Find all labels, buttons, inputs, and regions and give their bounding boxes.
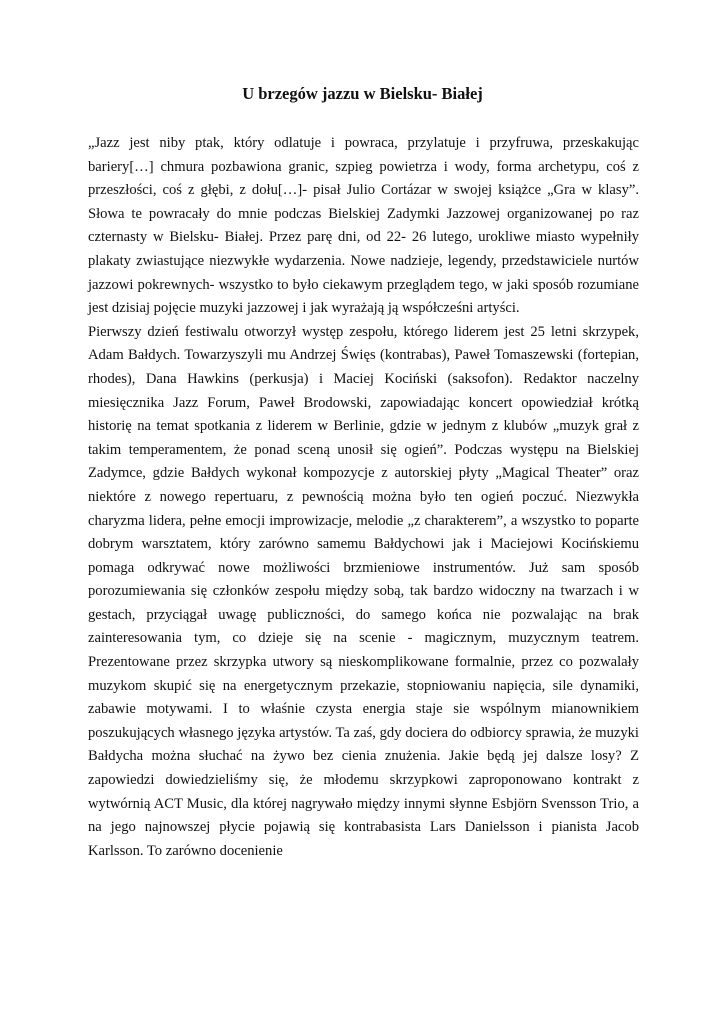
article-body xyxy=(88,132,639,863)
paragraph-first-day: Pierwszy dzień festiwalu otworzył występ zespołu, którego liderem jest 25 letni skrzypek, Adam Bałdych. Towarzyszyli mu Andrzej Święs (kontrabas), Paweł Tomaszewski (fortepian, rhodes), Dana Hawkins (perkusja) i Maciej Kociński (saksofon). Redaktor naczelny miesięcznika Jazz Forum, Paweł Brodowski, zapowiadając koncert opowiedział krótką historię na temat spotkania z liderem w Berlinie, gdzie w jednym z klubów „muzyk grał z takim temperamentem, że ponad sceną unosił się ogień”. Podczas występu na Bielskiej Zadymce, gdzie Bałdych wykonał kompozycje z autorskiej płyty „Magical Theater” oraz niektóre z nowego repertuaru, z pewnością można było ten ogień poczuć. Niezwykła charyzma lidera, pełne emocji improwizacje, melodie „z charakterem”, a wszystko to poparte dobrym warsztatem, który zarówno samemu Bałdychowi jak i Maciejowi Kocińskiemu pomaga odkrywać nowe możliwości brzmieniowe instrumentów. Już sam sposób porozumiewania się członków zespołu między sobą, tak bardzo widoczny na twarzach i w gestach, przyciągał uwagę publiczności, do samego końca nie pozwalając na brak zainteresowania tym, co dzieje się na scenie - magicznym, muzycznym teatrem. Prezentowane przez skrzypka utwory są nieskomplikowane formalnie, przez co pozwalały muzykom skupić się na energetycznym przekazie, stopniowaniu napięcia, sile dynamiki, zabawie motywami. I to właśnie czysta energia staje sie wspólnym mianownikiem poszukujących własnego języka artystów. Ta zaś, gdy dociera do odbiorcy sprawia, że muzyki Bałdycha można słuchać na żywo bez cienia znużenia. Jakie będą jej dalsze losy? Z zapowiedzi dowiedzieliśmy się, że młodemu skrzypkowi zaproponowano kontrakt z wytwórnią ACT Music, dla której nagrywało między innymi słynne Esbjörn Svensson Trio, a na jego najnowszej płycie pojawią się kontrabasista Lars Danielsson i pianista Jacob Karlsson. To zarówno docenienie xyxy=(88,323,639,859)
paragraph-intro: „Jazz jest niby ptak, który odlatuje i powraca, przylatuje i przyfruwa, przeskakując bariery[…] chmura pozbawiona granic, szpieg powietrza i wody, forma archetypu, coś z przeszłości, coś z głębi, z dołu[…]- pisał Julio Cortázar w swojej książce „Gra w klasy”. Słowa te powracały do mnie podczas Bielskiej Zadymki Jazzowej organizowanej po raz czternasty w Bielsku- Białej. Przez parę dni, od 22- 26 lutego, urokliwe miasto wypełniły plakaty zwiastujące niezwykłe wydarzenia. Nowe nadzieje, legendy, przedstawiciele nurtów jazzowi pokrewnych- wszystko to było ciekawym przeglądem tego, w jaki sposób rozumiane jest dzisiaj pojęcie muzyki jazzowej i jak wyrażają ją współcześni artyści. xyxy=(88,135,639,317)
page-title: U brzegów jazzu w Bielsku- Białej xyxy=(242,84,483,103)
